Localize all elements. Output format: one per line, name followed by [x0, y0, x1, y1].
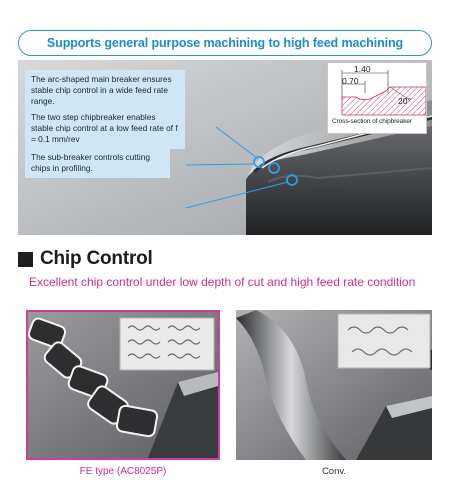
dim-1-40: 1.40 [354, 64, 371, 74]
cross-section-caption: Cross-section of chipbreaker [332, 118, 412, 125]
callout-sub-breaker [25, 148, 170, 178]
section-subtitle: Excellent chip control under low depth of cut and high feed rate condition [29, 275, 416, 289]
conventional-chip-photo [236, 310, 432, 460]
fe-type-chip-illustration [28, 312, 218, 458]
callout-main-breaker [25, 70, 185, 111]
callout-main-breaker-text: The arc-shaped main breaker ensures stable chip control in a wide feed rate range. [31, 74, 172, 106]
conventional-caption: Conv. [321, 466, 347, 477]
dim-0-70: 0.70 [342, 76, 359, 86]
heading-square-icon [18, 252, 33, 267]
section-title: Chip Control [40, 248, 153, 269]
dim-angle: 20° [398, 96, 411, 106]
callout-sub-breaker-text: The sub-breaker controls cutting chips in profiling. [31, 152, 150, 173]
feature-banner [18, 30, 432, 56]
callout-two-step-breaker [25, 108, 185, 149]
callout-two-step-breaker-text: The two step chipbreaker enables stable chip control at a low feed rate of f = 0.1 mm/rev [31, 112, 178, 144]
section-heading [18, 248, 153, 270]
conventional-chip-illustration [236, 310, 432, 460]
banner-text: Supports general purpose machining to high feed machining [46, 36, 404, 50]
fe-type-chip-photo [26, 310, 220, 460]
fe-type-caption: FE type (AC8025P) [79, 466, 167, 477]
